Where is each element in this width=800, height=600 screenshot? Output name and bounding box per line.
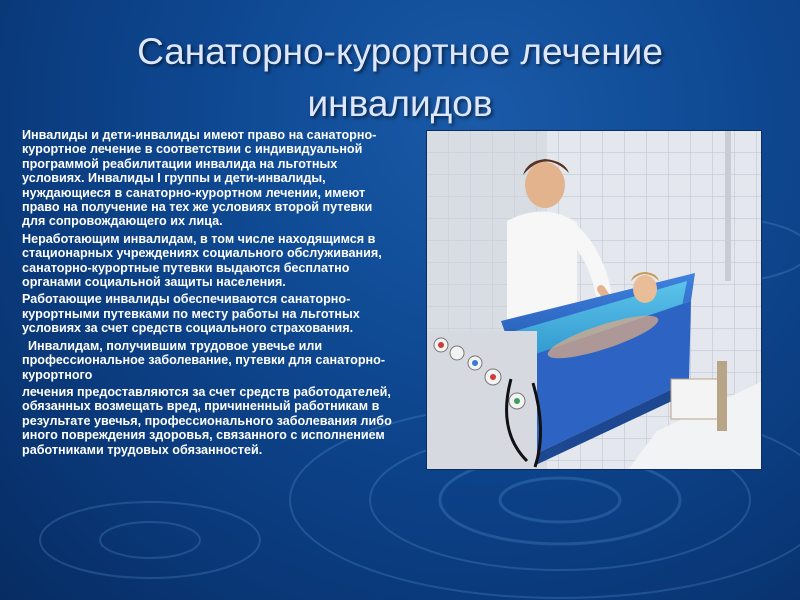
paragraph-2: Неработающим инвалидам, в том числе находящимся в стационарных учреждениях социального обслуживания, санаторно-курортные путевки выдаются бесплатно органами социальной защиты населения. [22, 231, 382, 290]
paragraph-1: Инвалиды и дети-инвалиды имеют право на санаторно-курортное лечение в соответствии с индивидуальной программой реабилитации инвалида на льготных условиях. Инвалиды I группы и дети-инвалиды, нуждающиеся в санаторно-курортном лечении, имеют право на получение на тех же условиях второй путевки для сопровождающего их лица. [22, 128, 377, 229]
paragraph-5: лечения предоставляются за счет средств работодателей, обязанных возмещать вред, причиненный работникам в результате увечья, профессионального заболевания либо иного повреждения здоровья, связанного с исполнением работниками трудовых обязанностей. [22, 384, 392, 457]
slide-title [40, 26, 760, 130]
paragraph-4: Инвалидам, получившим трудовое увечье или профессиональное заболевание, путевки для санаторно-курортного [22, 338, 386, 382]
title-line-1: Санаторно-курортное лечение [137, 31, 663, 72]
body-text [22, 128, 398, 457]
therapy-bath-illustration [427, 131, 762, 470]
therapy-bath-photo [426, 130, 762, 470]
paragraph-3: Работающие инвалиды обеспечиваются санаторно-курортными путевками по месту работы на льготных условиях за счет средств социального страхования. [22, 292, 360, 336]
title-line-2: инвалидов [307, 83, 493, 124]
